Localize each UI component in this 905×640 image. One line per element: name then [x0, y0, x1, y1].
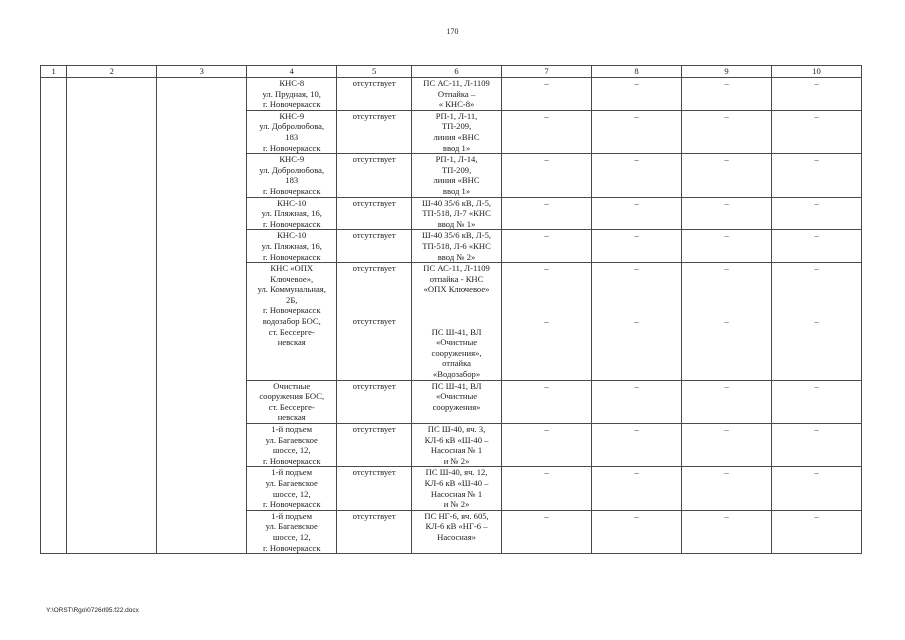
cell-col9: –	[682, 467, 772, 510]
cell-col9: –	[682, 424, 772, 467]
cell-col3	[157, 467, 247, 510]
column-header: 6	[412, 66, 502, 78]
cell-col10: –	[771, 197, 861, 230]
cell-col3	[157, 510, 247, 553]
cell-col3	[157, 230, 247, 263]
cell-col1	[41, 154, 67, 197]
cell-col2	[67, 197, 157, 230]
cell-object: КНС-9 ул. Добролюбова, 183 г. Новочеркасск	[247, 110, 337, 153]
cell-col1	[41, 510, 67, 553]
cell-col1	[41, 110, 67, 153]
cell-col7: –	[502, 197, 592, 230]
cell-connection: ПС НГ-6, яч. 605, КЛ-6 кВ «НГ-6 – Насосная»	[412, 510, 502, 553]
table-row	[41, 110, 862, 153]
header-row	[41, 66, 862, 78]
table-row	[41, 78, 862, 111]
cell-col8: –	[592, 78, 682, 111]
cell-state: отсутствует	[337, 380, 412, 423]
cell-col9: –	[682, 197, 772, 230]
cell-col3	[157, 263, 247, 316]
column-header: 5	[337, 66, 412, 78]
cell-state: отсутствует	[337, 424, 412, 467]
cell-col7: –	[502, 467, 592, 510]
cell-object: КНС-10 ул. Пляжная, 16, г. Новочеркасск	[247, 197, 337, 230]
cell-connection: Ш-40 35/6 кВ, Л-5, ТП-518, Л-7 «КНС ввод № 1»	[412, 197, 502, 230]
cell-col3	[157, 110, 247, 153]
cell-col2	[67, 316, 157, 380]
cell-state: отсутствует	[337, 510, 412, 553]
cell-col10: –	[771, 424, 861, 467]
cell-col2	[67, 263, 157, 316]
cell-object: 1-й подъем ул. Багаевское шоссе, 12, г. Новочеркасск	[247, 467, 337, 510]
cell-object: КНС «ОПХ Ключевое», ул. Коммунальная, 2Б, г. Новочеркасск	[247, 263, 337, 316]
table-row	[41, 467, 862, 510]
cell-col7: –	[502, 78, 592, 111]
cell-state: отсутствует	[337, 154, 412, 197]
cell-col9: –	[682, 230, 772, 263]
cell-col1	[41, 380, 67, 423]
table-row	[41, 263, 862, 316]
cell-col10: –	[771, 110, 861, 153]
cell-col3	[157, 78, 247, 111]
cell-col1	[41, 263, 67, 316]
cell-col9: –	[682, 110, 772, 153]
cell-state: отсутствует	[337, 467, 412, 510]
cell-connection: ПС АС-11, Л-1109 Отпайка – « КНС-8»	[412, 78, 502, 111]
cell-connection: ПС Ш-41, ВЛ «Очистные сооружения»	[412, 380, 502, 423]
column-header: 9	[682, 66, 772, 78]
page-number: 170	[446, 27, 459, 36]
cell-object: 1-й подъем ул. Багаевское шоссе, 12, г. Новочеркасск	[247, 510, 337, 553]
column-header: 2	[67, 66, 157, 78]
cell-connection: Ш-40 35/6 кВ, Л-5, ТП-518, Л-6 «КНС ввод № 2»	[412, 230, 502, 263]
cell-col1	[41, 197, 67, 230]
cell-object: 1-й подъем ул. Багаевское шоссе, 12, г. Новочеркасск	[247, 424, 337, 467]
cell-col3	[157, 424, 247, 467]
table-row	[41, 197, 862, 230]
cell-col3	[157, 316, 247, 380]
cell-col2	[67, 380, 157, 423]
column-header: 1	[41, 66, 67, 78]
cell-col10: –	[771, 316, 861, 380]
cell-state: отсутствует	[337, 230, 412, 263]
cell-state: отсутствует	[337, 78, 412, 111]
cell-state: отсутствует	[337, 316, 412, 380]
cell-col10: –	[771, 154, 861, 197]
cell-object: КНС-9 ул. Добролюбова, 183 г. Новочеркасск	[247, 154, 337, 197]
cell-col1	[41, 230, 67, 263]
cell-connection: РП-1, Л-14, ТП-209, линия «ВНС ввод 1»	[412, 154, 502, 197]
cell-col8: –	[592, 380, 682, 423]
cell-col9: –	[682, 510, 772, 553]
table-row	[41, 510, 862, 553]
cell-col2	[67, 424, 157, 467]
cell-col10: –	[771, 230, 861, 263]
cell-col7: –	[502, 263, 592, 316]
column-header: 4	[247, 66, 337, 78]
cell-col8: –	[592, 424, 682, 467]
cell-col8: –	[592, 154, 682, 197]
footer-file-path: Y:\ORST\Rgo\0726rl95.f22.docx	[46, 607, 139, 614]
cell-col7: –	[502, 510, 592, 553]
cell-col7: –	[502, 110, 592, 153]
cell-col2	[67, 110, 157, 153]
cell-col7: –	[502, 230, 592, 263]
cell-col8: –	[592, 510, 682, 553]
cell-col8: –	[592, 230, 682, 263]
cell-col10: –	[771, 78, 861, 111]
cell-col1	[41, 78, 67, 111]
table-row	[41, 154, 862, 197]
cell-col9: –	[682, 316, 772, 380]
cell-col2	[67, 510, 157, 553]
cell-col8: –	[592, 467, 682, 510]
cell-connection: ПС Ш-40, яч. 12, КЛ-6 кВ «Ш-40 – Насосная № 1 и № 2»	[412, 467, 502, 510]
column-header: 3	[157, 66, 247, 78]
cell-col2	[67, 78, 157, 111]
cell-col2	[67, 467, 157, 510]
cell-connection: ПС Ш-40, яч. 3, КЛ-6 кВ «Ш-40 – Насосная № 1 и № 2»	[412, 424, 502, 467]
table-row	[41, 380, 862, 423]
cell-state: отсутствует	[337, 197, 412, 230]
cell-connection: РП-1, Л-11, ТП-209, линия «ВНС ввод 1»	[412, 110, 502, 153]
cell-object: водозабор БОС, ст. Бессерге- невская	[247, 316, 337, 380]
cell-col9: –	[682, 380, 772, 423]
cell-col9: –	[682, 263, 772, 316]
table-row	[41, 230, 862, 263]
cell-col1	[41, 316, 67, 380]
column-header: 10	[771, 66, 861, 78]
cell-col9: –	[682, 78, 772, 111]
cell-state: отсутствует	[337, 263, 412, 316]
cell-col1	[41, 424, 67, 467]
column-header: 7	[502, 66, 592, 78]
column-header: 8	[592, 66, 682, 78]
cell-col10: –	[771, 510, 861, 553]
cell-col10: –	[771, 467, 861, 510]
table-row	[41, 316, 862, 380]
cell-col2	[67, 230, 157, 263]
cell-col7: –	[502, 380, 592, 423]
cell-col1	[41, 467, 67, 510]
cell-col7: –	[502, 316, 592, 380]
cell-col10: –	[771, 263, 861, 316]
cell-object: КНС-10 ул. Пляжная, 16, г. Новочеркасск	[247, 230, 337, 263]
cell-col7: –	[502, 424, 592, 467]
data-table	[40, 65, 862, 554]
cell-col7: –	[502, 154, 592, 197]
cell-object: Очистные сооружения БОС, ст. Бессерге- невская	[247, 380, 337, 423]
cell-connection: ПС АС-11, Л-1109 отпайка - КНС «ОПХ Ключевое»	[412, 263, 502, 316]
cell-col8: –	[592, 197, 682, 230]
cell-col8: –	[592, 263, 682, 316]
cell-col10: –	[771, 380, 861, 423]
cell-col3	[157, 154, 247, 197]
cell-col2	[67, 154, 157, 197]
table-row	[41, 424, 862, 467]
cell-col3	[157, 380, 247, 423]
cell-object: КНС-8 ул. Прудная, 10, г. Новочеркасск	[247, 78, 337, 111]
cell-col9: –	[682, 154, 772, 197]
cell-col8: –	[592, 110, 682, 153]
cell-state: отсутствует	[337, 110, 412, 153]
cell-connection: ПС Ш-41, ВЛ «Очистные сооружения», отпайка «Водозабор»	[412, 316, 502, 380]
cell-col3	[157, 197, 247, 230]
cell-col8: –	[592, 316, 682, 380]
